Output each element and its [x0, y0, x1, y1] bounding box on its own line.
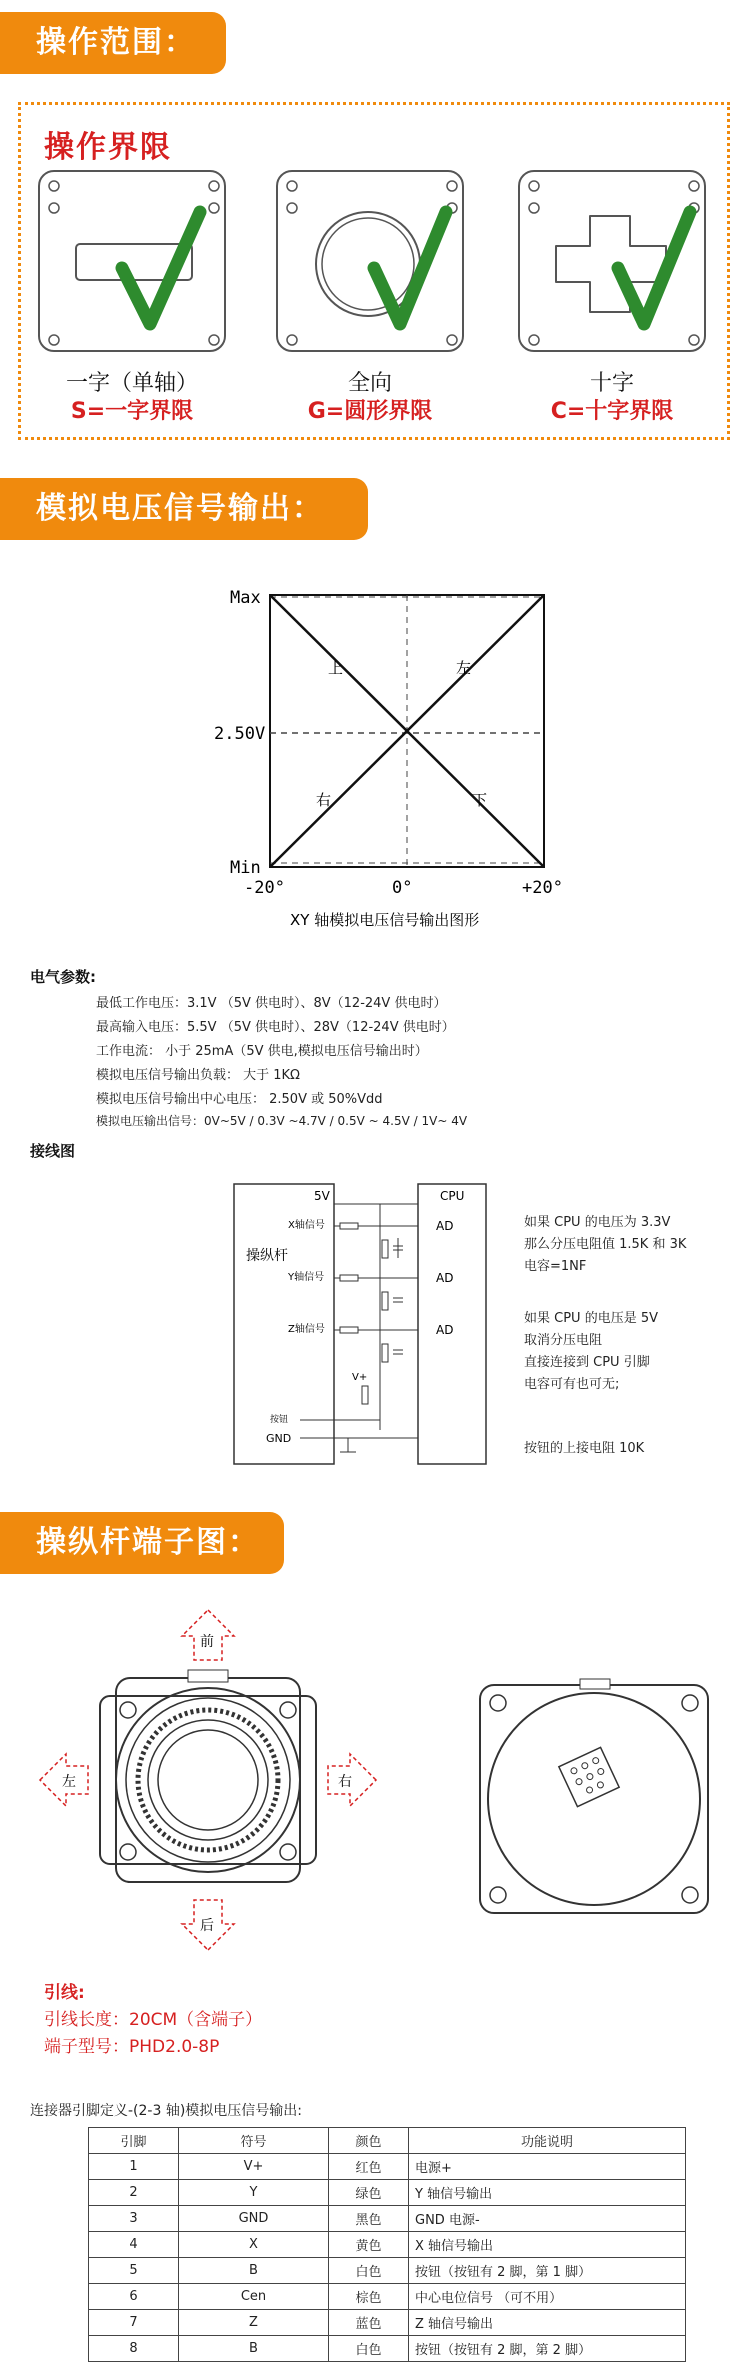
param-current: 工作电流： 小于 25mA（5V 供电,模拟电压信号输出时） — [96, 1044, 428, 1059]
region-label-right: 右 — [316, 791, 332, 809]
table-row — [89, 2310, 686, 2336]
cell-pin: 3 — [89, 2206, 179, 2232]
x-tick-pos20: +20° — [522, 878, 563, 898]
limit-code-omni: G=圆形界限 — [307, 399, 433, 424]
single-axis-icon — [40, 172, 228, 354]
wiring-note-8: 按钮的上接电阻 10K — [524, 1441, 645, 1456]
cell-color: 绿色 — [329, 2180, 409, 2206]
cell-symbol: Z — [179, 2310, 329, 2336]
signal-x-label: X轴信号 — [288, 1220, 325, 1231]
limit-card-single — [38, 170, 226, 352]
cell-color: 蓝色 — [329, 2310, 409, 2336]
cell-symbol: Y — [179, 2180, 329, 2206]
region-label-up: 上 — [328, 659, 344, 677]
cell-pin: 4 — [89, 2232, 179, 2258]
wiring-note-3: 电容=1NF — [524, 1259, 587, 1274]
cell-color: 白色 — [329, 2336, 409, 2362]
cell-function: 中心电位信号 （可不用） — [409, 2284, 686, 2310]
signal-y-label: Y轴信号 — [288, 1272, 325, 1283]
y-tick-mid: 2.50V — [214, 724, 266, 744]
cell-function: Y 轴信号输出 — [409, 2180, 686, 2206]
limit-name-single: 一字（单轴） — [65, 371, 198, 396]
vplus-label: V+ — [352, 1372, 368, 1383]
direction-left: 左 — [62, 1774, 76, 1790]
header-pin: 引脚 — [89, 2128, 179, 2154]
cell-symbol: X — [179, 2232, 329, 2258]
cell-symbol: V+ — [179, 2154, 329, 2180]
table-row — [89, 2206, 686, 2232]
wiring-title: 接线图 — [30, 1142, 76, 1160]
cell-pin: 1 — [89, 2154, 179, 2180]
lead-length: 引线长度：20CM（含端子） — [44, 2010, 263, 2030]
joystick-label — [246, 1247, 288, 1264]
cell-color: 黑色 — [329, 2206, 409, 2232]
param-center-voltage: 模拟电压信号输出中心电压： 2.50V 或 50%Vdd — [96, 1092, 383, 1107]
gnd-label: GND — [266, 1432, 292, 1445]
limit-name-omni: 全向 — [347, 371, 392, 396]
limit-code-cross: C=十字界限 — [550, 399, 674, 424]
electrical-title: 电气参数: — [30, 968, 96, 986]
section-title-range: 操作范围： — [0, 12, 226, 74]
y-tick-min: Min — [230, 858, 261, 878]
region-label-left: 左 — [456, 659, 472, 677]
cell-symbol: GND — [179, 2206, 329, 2232]
cpu-label: CPU — [440, 1189, 465, 1203]
connector-socket — [559, 1747, 619, 1806]
lead-model: 端子型号：PHD2.0-8P — [44, 2037, 220, 2057]
param-max-voltage: 最高输入电压：5.5V （5V 供电时）、28V（12-24V 供电时） — [96, 1020, 455, 1035]
table-row — [89, 2336, 686, 2362]
cell-color: 黄色 — [329, 2232, 409, 2258]
cell-function: 按钮（按钮有 2 脚，第 1 脚） — [409, 2258, 686, 2284]
cell-function: Z 轴信号输出 — [409, 2310, 686, 2336]
ad-y-label: AD — [436, 1271, 454, 1285]
direction-back: 后 — [200, 1918, 214, 1934]
ad-z-label: AD — [436, 1323, 454, 1337]
cell-pin: 8 — [89, 2336, 179, 2362]
xy-voltage-chart — [200, 575, 580, 935]
param-load: 模拟电压信号输出负载： 大于 1KΩ — [96, 1068, 300, 1083]
vcc-label: 5V — [314, 1189, 330, 1203]
table-row — [89, 2232, 686, 2258]
table-header-row — [89, 2128, 686, 2154]
chart-title: XY 轴模拟电压信号输出图形 — [290, 911, 480, 929]
wiring-note-7: 电容可有也可无; — [524, 1377, 620, 1392]
header-color: 颜色 — [329, 2128, 409, 2154]
direction-front: 前 — [200, 1634, 214, 1650]
table-row — [89, 2154, 686, 2180]
cell-function: X 轴信号输出 — [409, 2232, 686, 2258]
cell-function: GND 电源- — [409, 2206, 686, 2232]
section-title-voltage: 模拟电压信号输出： — [0, 478, 368, 540]
cell-pin: 6 — [89, 2284, 179, 2310]
direction-right: 右 — [338, 1774, 352, 1790]
pin-table-caption: 连接器引脚定义-(2-3 轴)模拟电压信号输出: — [30, 2103, 303, 2119]
header-function: 功能说明 — [409, 2128, 686, 2154]
x-tick-zero: 0° — [392, 878, 413, 898]
table-row — [89, 2284, 686, 2310]
param-min-voltage: 最低工作电压：3.1V （5V 供电时）、8V（12-24V 供电时） — [96, 996, 447, 1011]
cell-color: 红色 — [329, 2154, 409, 2180]
joystick-label-text: 操纵杆 — [246, 1248, 288, 1264]
cell-pin: 2 — [89, 2180, 179, 2206]
wiring-note-5: 取消分压电阻 — [524, 1333, 603, 1348]
x-tick-neg20: -20° — [244, 878, 285, 898]
limit-card-cross — [518, 170, 706, 352]
cell-symbol: B — [179, 2258, 329, 2284]
button-label: 按钮 — [270, 1415, 289, 1425]
y-tick-max: Max — [230, 588, 261, 608]
cell-pin: 5 — [89, 2258, 179, 2284]
pin-table — [88, 2127, 686, 2362]
lead-title: 引线: — [44, 1983, 85, 2003]
region-label-down: 下 — [472, 791, 488, 809]
table-row — [89, 2258, 686, 2284]
cell-color: 白色 — [329, 2258, 409, 2284]
circle-limit-icon — [278, 172, 466, 354]
table-row — [89, 2180, 686, 2206]
cell-function: 电源+ — [409, 2154, 686, 2180]
cell-pin: 7 — [89, 2310, 179, 2336]
wiring-note-6: 直接连接到 CPU 引脚 — [524, 1355, 650, 1370]
joystick-back-diagram — [470, 1675, 720, 1925]
cell-symbol: Cen — [179, 2284, 329, 2310]
limit-code-single: S=一字界限 — [70, 399, 194, 424]
param-output-range: 模拟电压输出信号：0V~5V / 0.3V ~4.7V / 0.5V ~ 4.5V / 1V~ 4V — [96, 1114, 468, 1128]
cell-color: 棕色 — [329, 2284, 409, 2310]
wiring-note-1: 如果 CPU 的电压为 3.3V — [524, 1215, 671, 1230]
wiring-note-4: 如果 CPU 的电压是 5V — [524, 1311, 658, 1326]
cell-function: 按钮（按钮有 2 脚，第 2 脚） — [409, 2336, 686, 2362]
limits-title: 操作界限 — [44, 130, 172, 165]
joystick-front-diagram — [38, 1600, 418, 1960]
section-title-terminal: 操纵杆端子图： — [0, 1512, 284, 1574]
wiring-note-2: 那么分压电阻值 1.5K 和 3K — [524, 1237, 687, 1252]
limit-card-omni — [276, 170, 464, 352]
signal-z-label: Z轴信号 — [288, 1324, 325, 1335]
wiring-diagram — [230, 1180, 490, 1470]
cell-symbol: B — [179, 2336, 329, 2362]
ad-x-label: AD — [436, 1219, 454, 1233]
header-symbol: 符号 — [179, 2128, 329, 2154]
limit-name-cross: 十字 — [589, 371, 634, 396]
cross-limit-icon — [520, 172, 708, 354]
